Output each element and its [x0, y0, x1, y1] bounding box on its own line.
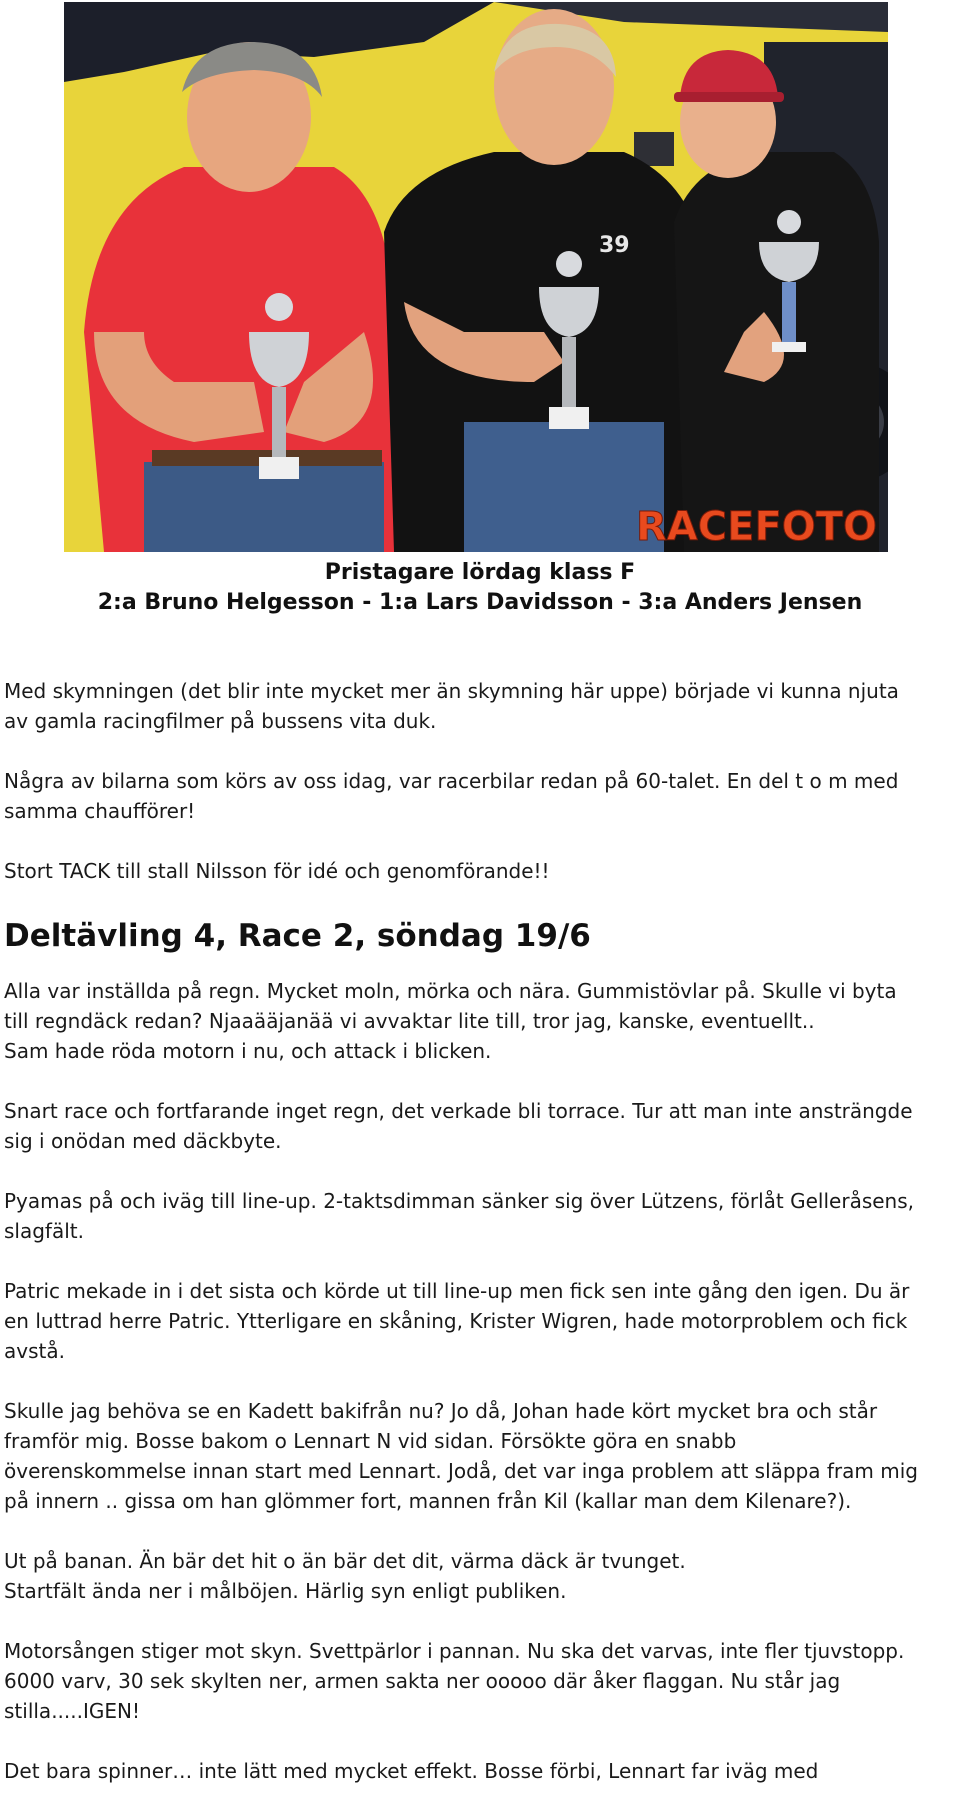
text-line: Sam hade röda motorn i nu, och attack i blicken.	[4, 1039, 492, 1063]
text-line: Stort TACK till stall Nilsson för idé och genomförande!!	[4, 859, 550, 883]
trophy-right-stem	[782, 282, 796, 342]
race-paragraph-3	[4, 1186, 956, 1246]
shirt-number: 39	[599, 233, 630, 258]
text-line: Ut på banan. Än bär det hit o än bär det dit, värma däck är tvunget.	[4, 1549, 686, 1573]
text-line: slagfält.	[4, 1219, 84, 1243]
text-line: sig i onödan med däckbyte.	[4, 1129, 282, 1153]
trophy-center-stem	[562, 337, 576, 407]
section-heading: Deltävling 4, Race 2, söndag 19/6	[4, 918, 591, 954]
race-paragraph-2	[4, 1096, 956, 1156]
trophy-left-stem	[272, 387, 286, 457]
article-body	[4, 676, 956, 1786]
text-line: samma chaufförer!	[4, 799, 196, 823]
trophy-right-top	[777, 210, 801, 234]
winners-photo	[64, 2, 888, 552]
race-paragraph-6	[4, 1546, 956, 1606]
text-line: framför mig. Bosse bakom o Lennart N vid sidan. Försökte göra en snabb	[4, 1429, 737, 1453]
text-line: Med skymningen (det blir inte mycket mer än skymning här uppe) började vi kunna njuta	[4, 679, 899, 703]
trophy-left-top	[265, 293, 293, 321]
intro-paragraph-2	[4, 766, 956, 826]
photo-caption	[0, 558, 960, 618]
trophy-center-base	[549, 407, 589, 429]
text-line: Skulle jag behöva se en Kadett bakifrån nu? Jo då, Johan hade kört mycket bra och står	[4, 1399, 878, 1423]
text-line: Motorsången stiger mot skyn. Svettpärlor i pannan. Nu ska det varvas, inte fler tjuvstopp.	[4, 1639, 905, 1663]
text-line: Patric mekade in i det sista och körde ut till line-up men fick sen inte gång den igen. Du är	[4, 1279, 910, 1303]
caption-winners: 2:a Bruno Helgesson - 1:a Lars Davidsson - 3:a Anders Jensen	[97, 590, 863, 615]
race-paragraph-8	[4, 1756, 956, 1786]
text-line: överenskommelse innan start med Lennart. Jodå, det var inga problem att släppa fram mig	[4, 1459, 918, 1483]
text-line: Några av bilarna som körs av oss idag, var racerbilar redan på 60-talet. En del t o m med	[4, 769, 899, 793]
winners-photo-illustration	[64, 2, 888, 552]
race-paragraph-5	[4, 1396, 956, 1516]
text-line: Det bara spinner… inte lätt med mycket effekt. Bosse förbi, Lennart far iväg med	[4, 1759, 819, 1783]
text-line: 6000 varv, 30 sek skylten ner, armen sakta ner ooooo där åker flaggan. Nu står jag	[4, 1669, 841, 1693]
race-paragraph-1	[4, 976, 956, 1066]
text-line: Pyamas på och iväg till line-up. 2-taktsdimman sänker sig över Lützens, förlåt Gelleråsens,	[4, 1189, 914, 1213]
text-line: stilla.....IGEN!	[4, 1699, 140, 1723]
trophy-right-base	[772, 342, 806, 352]
text-line: Startfält ända ner i målböjen. Härlig syn enligt publiken.	[4, 1579, 567, 1603]
text-line: Snart race och fortfarande inget regn, det verkade bli torrace. Tur att man inte ansträngde	[4, 1099, 913, 1123]
text-line: till regndäck redan? Njaaääjanää vi avvaktar lite till, tror jag, kanske, eventuellt..	[4, 1009, 815, 1033]
racefoto-watermark: RACEFOTO	[636, 504, 878, 550]
intro-paragraph-3	[4, 856, 956, 886]
caption-title: Pristagare lördag klass F	[324, 560, 636, 585]
race-paragraph-7	[4, 1636, 956, 1726]
intro-paragraph-1	[4, 676, 956, 736]
text-line: en luttrad herre Patric. Ytterligare en skåning, Krister Wigren, hade motorproblem och fick	[4, 1309, 908, 1333]
trophy-left-base	[259, 457, 299, 479]
race-paragraph-4	[4, 1276, 956, 1366]
trophy-center-top	[556, 251, 582, 277]
text-line: av gamla racingfilmer på bussens vita duk.	[4, 709, 437, 733]
text-line: på innern .. gissa om han glömmer fort, mannen från Kil (kallar man dem Kilenare?).	[4, 1489, 852, 1513]
red-cap-brim	[674, 92, 784, 102]
text-line: avstå.	[4, 1339, 65, 1363]
center-jeans	[464, 422, 664, 552]
text-line: Alla var inställda på regn. Mycket moln, mörka och nära. Gummistövlar på. Skulle vi byta	[4, 979, 897, 1003]
